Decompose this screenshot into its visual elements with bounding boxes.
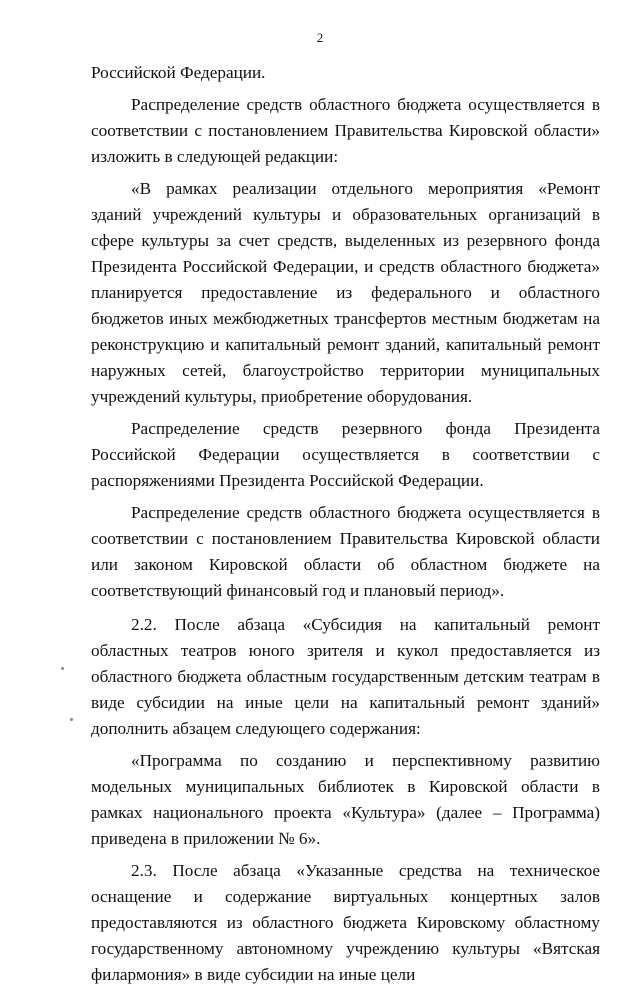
paragraph-regional-budget: Распределение средств областного бюджета осуществляется в соответствии с постановлением Правительства Кировской области или законом Кировской области об областном бюджете на соответствующий финансовый год и плановый период». <box>91 503 600 600</box>
document-body <box>91 60 600 988</box>
page-number: 2 <box>316 30 324 45</box>
paragraph-item-2-2: 2.2. После абзаца «Субсидия на капитальный ремонт областных театров юного зрителя и кукол предоставляется из областного бюджета областным государственным детским театрам в виде субсидии на иные цели на капитальный ремонт зданий» дополнить абзацем следующего содержания: <box>91 615 600 738</box>
paragraph-renovation-measure: «В рамках реализации отдельного мероприятия «Ремонт зданий учреждений культуры и образовательных организаций в сфере культуры за счет средств, выделенных из резервного фонда Президента Российской Федерации, и средств областного бюджета» планируется предоставление из федерального и областного бюджетов иных межбюджетных трансфертов местным бюджетам на реконструкцию и капитальный ремонт зданий, капитальный ремонт наружных сетей, благоустройство территории муниципальных учреждений культуры, приобретение оборудования. <box>91 179 600 406</box>
paragraph-item-2-3: 2.3. После абзаца «Указанные средства на техническое оснащение и содержание виртуальных концертных залов предоставляются из областного бюджета Кировскому областному государственному автономному учреждению культуры «Вятская филармония» в виде субсидии на иные цели <box>91 861 600 984</box>
paragraph-library-program: «Программа по созданию и перспективному развитию модельных муниципальных библиотек в Кировской области в рамках национального проекта «Культура» (далее – Программа) приведена в приложении № 6». <box>91 751 600 848</box>
paragraph-reserve-fund: Распределение средств резервного фонда Президента Российской Федерации осуществляется в соответствии с распоряжениями Президента Российской Федерации. <box>91 419 600 490</box>
scan-speck <box>70 718 73 721</box>
paragraph-budget-distribution: Распределение средств областного бюджета осуществляется в соответствии с постановлением Правительства Кировской области» изложить в следующей редакции: <box>91 95 600 166</box>
paragraph-continuation: Российской Федерации. <box>91 63 266 82</box>
scan-speck <box>61 667 64 670</box>
